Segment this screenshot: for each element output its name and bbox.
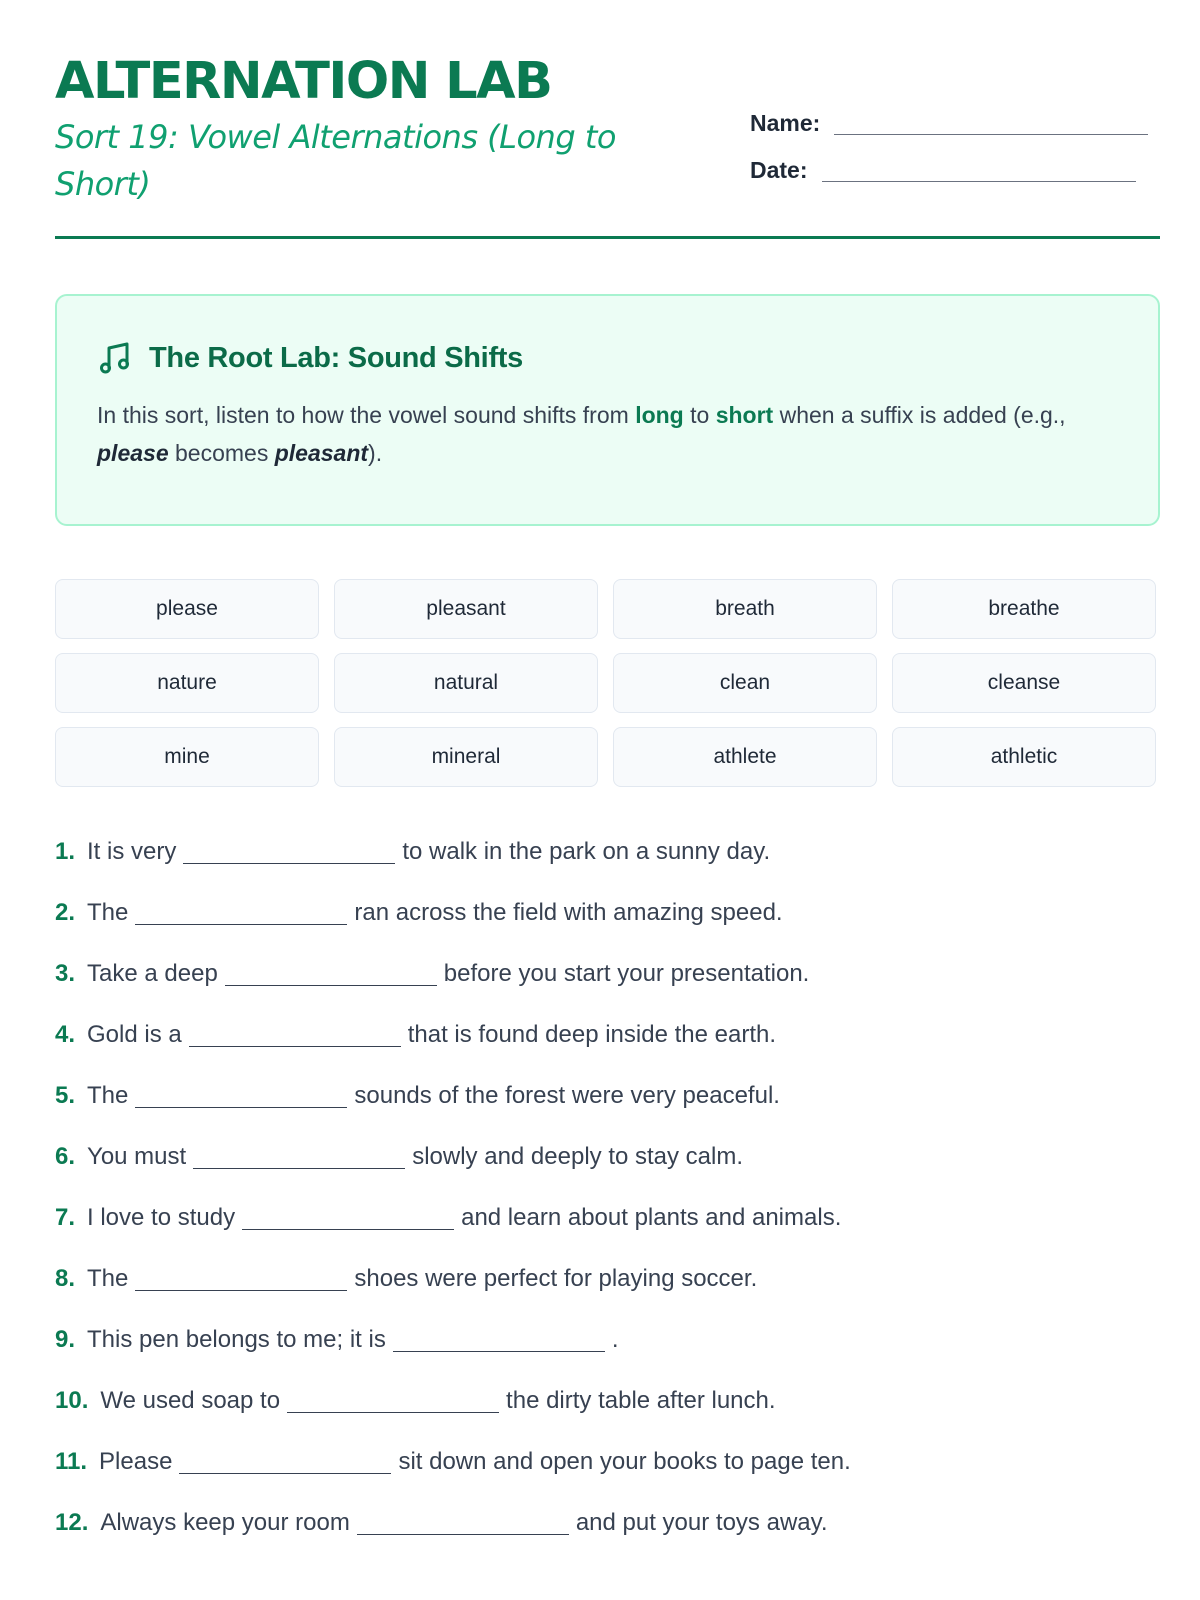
sentence-before: We used soap to: [100, 1386, 281, 1414]
word-card[interactable]: clean: [613, 653, 877, 713]
sentence-number: 4.: [55, 1020, 76, 1048]
worksheet-page: [55, 52, 1160, 1569]
answer-blank[interactable]: [393, 1331, 605, 1352]
sentence-before: Please: [99, 1447, 173, 1475]
sentence-before: Gold is a: [87, 1020, 182, 1048]
date-field[interactable]: [822, 155, 1136, 182]
sentence-after: .: [611, 1325, 619, 1353]
callout-title: The Root Lab: Sound Shifts: [149, 341, 523, 374]
sentence-number: 6.: [55, 1142, 76, 1170]
sentence-after: the dirty table after lunch.: [506, 1386, 776, 1414]
sentence-number: 9.: [55, 1325, 76, 1353]
word-card[interactable]: breath: [613, 579, 877, 639]
word-card[interactable]: mineral: [334, 727, 598, 787]
callout-text-part: becomes: [168, 440, 275, 466]
sentence-before: I love to study: [87, 1203, 236, 1231]
word-card[interactable]: athletic: [892, 727, 1156, 787]
sentence-number: 2.: [55, 898, 76, 926]
sentence-item: [55, 1004, 1160, 1065]
sentence-number: 5.: [55, 1081, 76, 1109]
sentence-number: 10.: [55, 1386, 89, 1414]
sentence-item: [55, 1370, 1160, 1431]
highlight-short: short: [715, 402, 774, 428]
name-field[interactable]: [834, 108, 1148, 135]
word-card[interactable]: pleasant: [334, 579, 598, 639]
sentence-after: before you start your presentation.: [443, 959, 810, 987]
sentence-before: The: [87, 1081, 129, 1109]
sentence-number: 1.: [55, 837, 76, 865]
title-block: [55, 52, 695, 208]
sentence-after: and put your toys away.: [575, 1508, 828, 1536]
sentence-after: slowly and deeply to stay calm.: [412, 1142, 744, 1170]
answer-blank[interactable]: [242, 1209, 454, 1230]
word-card[interactable]: athlete: [613, 727, 877, 787]
answer-blank[interactable]: [179, 1453, 391, 1474]
answer-blank[interactable]: [183, 843, 395, 864]
answer-blank[interactable]: [287, 1392, 499, 1413]
sentence-after: to walk in the park on a sunny day.: [402, 837, 771, 865]
sentence-item: [55, 1187, 1160, 1248]
sentence-item: [55, 1065, 1160, 1126]
sentence-item: [55, 1126, 1160, 1187]
sentence-number: 12.: [55, 1508, 89, 1536]
sentence-list: [55, 821, 1160, 1553]
example-word: please: [97, 440, 169, 466]
word-card[interactable]: mine: [55, 727, 319, 787]
sentence-before: You must: [87, 1142, 187, 1170]
page-subtitle: Sort 19: Vowel Alternations (Long to Short): [55, 118, 616, 203]
music-note-icon: [97, 340, 133, 376]
sentence-before: The: [87, 1264, 129, 1292]
sentence-number: 8.: [55, 1264, 76, 1292]
word-card[interactable]: cleanse: [892, 653, 1156, 713]
answer-blank[interactable]: [189, 1026, 401, 1047]
callout-text-part: In this sort, listen to how the vowel sound shifts from: [97, 402, 636, 428]
sentence-after: that is found deep inside the earth.: [407, 1020, 776, 1048]
date-label: Date:: [750, 157, 808, 183]
name-row: [750, 90, 1160, 137]
sentence-number: 7.: [55, 1203, 76, 1231]
sentence-after: ran across the field with amazing speed.: [354, 898, 783, 926]
example-word: pleasant: [274, 440, 369, 466]
sentence-before: It is very: [87, 837, 177, 865]
answer-blank[interactable]: [225, 965, 437, 986]
sentence-item: [55, 1431, 1160, 1492]
word-card[interactable]: please: [55, 579, 319, 639]
sentence-item: [55, 1492, 1160, 1553]
sentence-item: [55, 1248, 1160, 1309]
answer-blank[interactable]: [193, 1148, 405, 1169]
answer-blank[interactable]: [357, 1514, 569, 1535]
word-card[interactable]: breathe: [892, 579, 1156, 639]
sentence-before: Always keep your room: [100, 1508, 350, 1536]
page-title: ALTERNATION LAB: [55, 52, 552, 111]
callout-header: [97, 336, 1118, 380]
name-label: Name:: [750, 110, 821, 136]
sentence-after: and learn about plants and animals.: [461, 1203, 842, 1231]
sentence-before: This pen belongs to me; it is: [87, 1325, 386, 1353]
callout-text: [97, 396, 1118, 472]
date-row: [750, 137, 1160, 184]
answer-blank[interactable]: [135, 1087, 347, 1108]
sentence-item: [55, 882, 1160, 943]
sentence-number: 11.: [55, 1447, 88, 1475]
answer-blank[interactable]: [135, 1270, 347, 1291]
word-card[interactable]: natural: [334, 653, 598, 713]
callout-text-part: when a suffix is added (e.g.,: [773, 402, 1066, 428]
sentence-number: 3.: [55, 959, 76, 987]
sentence-after: sounds of the forest were very peaceful.: [354, 1081, 780, 1109]
sentence-after: shoes were perfect for playing soccer.: [354, 1264, 758, 1292]
worksheet-header: [55, 52, 1160, 239]
sentence-before: Take a deep: [87, 959, 218, 987]
root-lab-callout: [55, 294, 1160, 526]
sentence-item: [55, 1309, 1160, 1370]
answer-blank[interactable]: [135, 904, 347, 925]
word-card[interactable]: nature: [55, 653, 319, 713]
sentence-before: The: [87, 898, 129, 926]
callout-text-part: to: [683, 402, 716, 428]
sentence-after: sit down and open your books to page ten.: [398, 1447, 851, 1475]
student-info: [750, 52, 1160, 184]
highlight-long: long: [635, 402, 684, 428]
sentence-item: [55, 943, 1160, 1004]
sentence-item: [55, 821, 1160, 882]
word-bank: [55, 579, 1160, 787]
callout-text-part: ).: [368, 440, 383, 466]
